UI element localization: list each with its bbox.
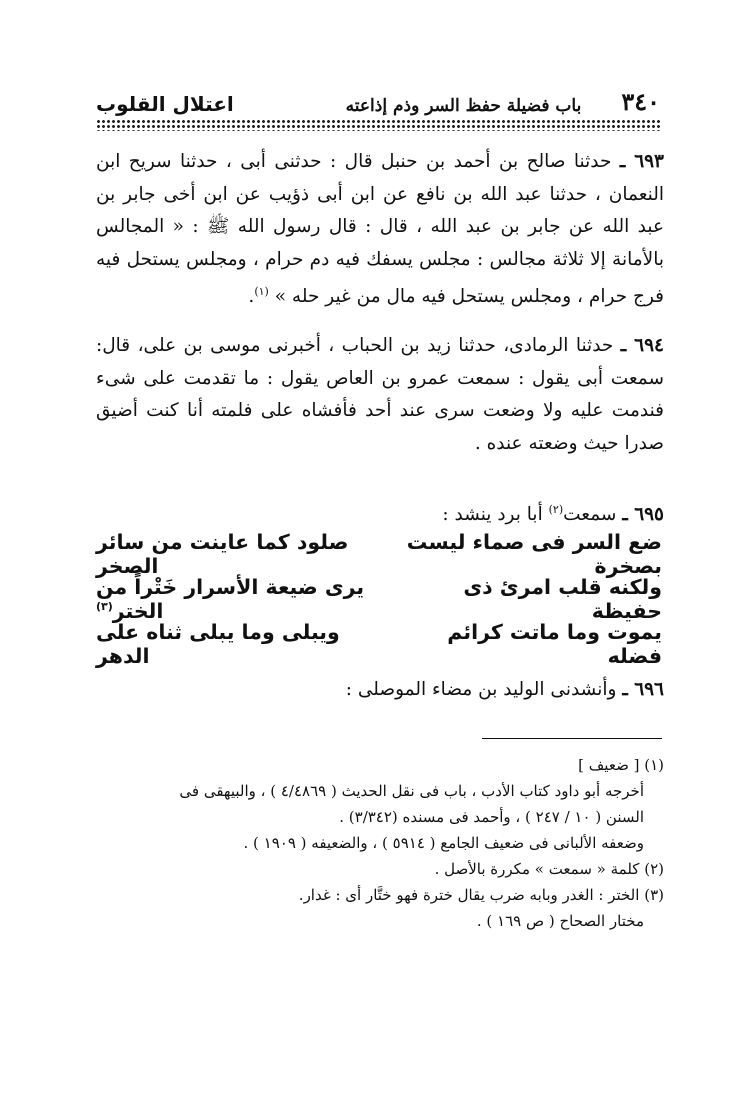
- paragraph-693: [96, 146, 664, 314]
- footnote-text: وضعفه الألبانى فى ضعيف الجامع ( ٥٩١٤ ) ، والضعيفه ( ١٩٠٩ ) .: [243, 834, 644, 852]
- paragraph-text: سمعت: [563, 504, 617, 526]
- paragraph-number: ٦٩٥ ـ: [622, 504, 664, 526]
- footnote-line: [96, 778, 664, 804]
- footnote-ref: (٣): [96, 599, 113, 613]
- verse-second-hemistich: صلود كما عاينت من سائر الصخر: [96, 529, 349, 578]
- paragraph-695: [96, 494, 664, 532]
- footnote-line: [96, 830, 664, 856]
- footnote-separator: [482, 738, 662, 739]
- paragraph-text: حدثنا الرمادى، حدثنا زيد بن الحباب ، أخبرنى موسى بن على، قال: سمعت أبى يقول : سمعت عمرو بن العاص يقول : ما تقدمت على شىء فندمت عليه ولا وضعت سرى عند أحد فأفشاه على فلمته أنا كنت أضيق صدرا حيث وضعته عنده .: [96, 335, 664, 454]
- paragraph-text: وأنشدنى الوليد بن مضاء الموصلى :: [345, 679, 617, 700]
- footnote-text: كلمة « سمعت » مكررة بالأصل .: [434, 860, 640, 878]
- footnote-marker: (١): [644, 756, 664, 774]
- footnote-marker: (٢): [644, 860, 664, 878]
- verse-first-hemistich: يموت وما ماتت كرائم فضله: [447, 619, 662, 668]
- paragraph-tail: .: [248, 286, 255, 308]
- paragraph-text: أبا برد ينشد :: [442, 504, 543, 526]
- paragraph-number: ٦٩٦ ـ: [622, 679, 664, 700]
- header-dotted-rule: [96, 119, 660, 131]
- paragraph-number: ٦٩٣ ـ: [619, 151, 664, 172]
- verse-first-hemistich: ولكنه قلب امرئ ذى حفيظة: [463, 574, 662, 623]
- chapter-title: باب فضيلة حفظ السر وذم إذاعته: [345, 96, 582, 116]
- footnote-line: [96, 752, 664, 778]
- paragraph-text: حدثنا صالح بن أحمد بن حنبل قال : حدثنى أبى ، حدثنا سريح ابن النعمان ، حدثنا عبد الله بن نافع عن ابن أبى ذؤيب عن ابن أخى جابر بن عبد الله عن جابر بن عبد الله ، قال : قال رسول الله ﷺ : « المجالس بالأمانة إلا ثلاثة مجالس : مجلس يسفك فيه دم حرام ، ومجلس يستحل فيه فرج حرام ، ومجلس يستحل فيه مال من غير حله »: [96, 151, 664, 308]
- verse-text: يرى ضيعة الأسرار خَتْراً من الختر: [96, 574, 365, 623]
- paragraph-number: ٦٩٤ ـ: [620, 335, 664, 356]
- footnote-line: [96, 908, 664, 934]
- footnote-marker: (٣): [644, 886, 664, 904]
- footnote-text: مختار الصحاح ( ص ١٦٩ ) .: [476, 912, 644, 930]
- footnote-text: الختر : الغدر وبابه ضرب يقال خترة فهو ختَّار أى : غدار.: [298, 886, 640, 904]
- footnote-text: [ ضعيف ]: [578, 756, 640, 774]
- footnote-line: [96, 882, 664, 908]
- footnotes: [96, 752, 664, 934]
- book-title: اعتلال القلوب: [96, 92, 234, 116]
- poem-verse: [96, 576, 662, 621]
- page-number: ٣٤٠: [621, 87, 660, 116]
- poem-verse: [96, 531, 662, 576]
- verse-first-hemistich: ضع السر فى صماء ليست بصخرة: [406, 529, 662, 578]
- poem: [96, 531, 662, 666]
- footnote-ref: (٢): [548, 503, 564, 516]
- footnote-line: [96, 856, 664, 882]
- verse-second-hemistich: ويبلى وما يبلى ثناه على الدهر: [96, 619, 340, 668]
- running-header: [96, 82, 660, 116]
- footnote-text: السنن ( ١٠ / ٢٤٧ ) ، وأحمد فى مسنده (٣/٣٤٢) .: [339, 808, 644, 826]
- paragraph-696: [96, 674, 664, 707]
- footnote-ref: (١): [254, 285, 269, 298]
- footnote-text: أخرجه أبو داود كتاب الأدب ، باب فى نقل الحديث ( ٤/٤٨٦٩ ) ، والبيهقى فى: [179, 782, 644, 800]
- footnote-line: [96, 804, 664, 830]
- verse-second-hemistich: [96, 575, 409, 623]
- poem-verse: [96, 621, 662, 666]
- paragraph-694: [96, 330, 664, 460]
